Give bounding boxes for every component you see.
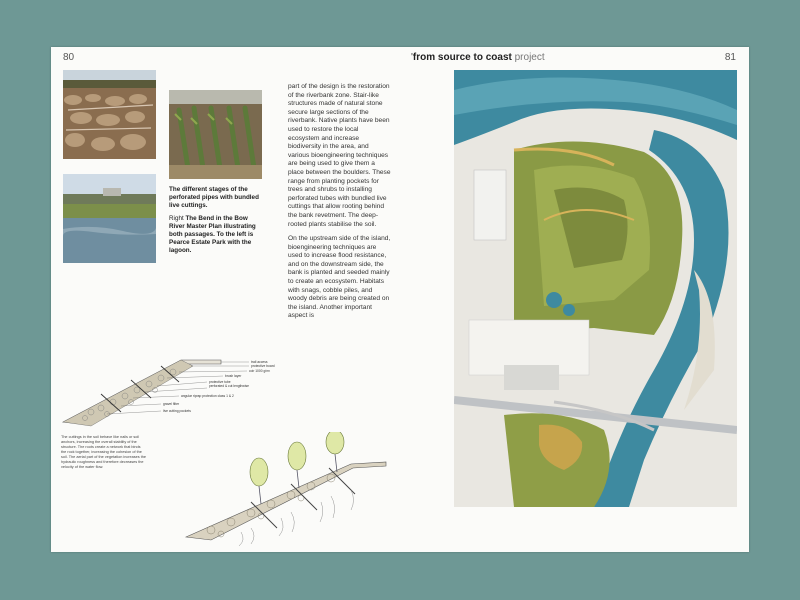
running-head-prefix: ' xyxy=(411,52,413,63)
body-paragraph-1: part of the design is the restoration of the riverbank zone. Stair-like structures made of natural stone secure large sections of the riverbank. Native plants have been used to restore the local ecosystem and increase biodiversity in the area, and various bioengineering techniques are being used to give them a place between the boulders. These range from planting pockets for trees and shrubs to installing perforated tubes with bundled live cuttings that allow rooting behind the bank revetment. The deep-rooted plants stabilise the soil. xyxy=(288,83,391,228)
pipes-caption: The different stages of the perforated pipes with bundled live cuttings. xyxy=(169,186,259,210)
page-number-left: 80 xyxy=(63,52,75,63)
label-riprap: angular riprap protection class 1 & 2 xyxy=(181,394,234,398)
running-head xyxy=(411,52,545,63)
label-trail-access: trail access xyxy=(251,360,268,364)
label-coir: coir 1000 g/m² xyxy=(249,369,271,373)
riverbank-cross-section-diagram xyxy=(61,342,301,432)
aerial-master-plan-image xyxy=(454,70,737,507)
label-brush-layer: brush layer xyxy=(225,374,242,378)
label-protective-board: protective board xyxy=(251,364,275,368)
diagram-caption: The cuttings in the soil behave like nails or soil anchors, increasing the overall stability of the structure. The roots create a network that binds the rock together, increasing the cohesion of the soil. The aerial part of the vegetation increases the hydraulic roughness and therefore decreases the velocity of the water flow. xyxy=(61,435,146,469)
body-text-column xyxy=(288,83,391,327)
photo-river-bank xyxy=(63,174,156,263)
planted-bank-illustration xyxy=(181,432,391,547)
running-head-bold: from source to coast xyxy=(412,52,512,63)
book-spread xyxy=(51,47,749,552)
running-head-light: project xyxy=(511,52,545,63)
label-live-cutting-pockets: live cutting pockets xyxy=(163,409,191,413)
photo-perforated-pipes xyxy=(169,90,262,179)
photo-riprap-construction xyxy=(63,70,156,159)
body-paragraph-2: On the upstream side of the island, bioengineering techniques are used to increase flood resistance, and on the downstream side, the bank is planted and seeded mainly to create an ecosystem. Habitats with snags, cobble piles, and woody debris are being created on the island. Another important aspect is xyxy=(288,235,391,320)
photo-captions xyxy=(169,186,265,260)
label-perforated: perforated & cut lengthwise xyxy=(209,384,249,388)
page-number-right: 81 xyxy=(724,52,736,63)
label-protective-tube: protective tube xyxy=(209,380,231,384)
right-caption-prefix: Right xyxy=(169,214,184,222)
right-caption xyxy=(169,215,265,256)
label-gravel-filter: gravel filter xyxy=(163,402,180,406)
right-caption-text: The Bend in the Bow River Master Plan illustrating both passages. To the left is Pearce Estate Park with the lagoon. xyxy=(169,214,256,255)
